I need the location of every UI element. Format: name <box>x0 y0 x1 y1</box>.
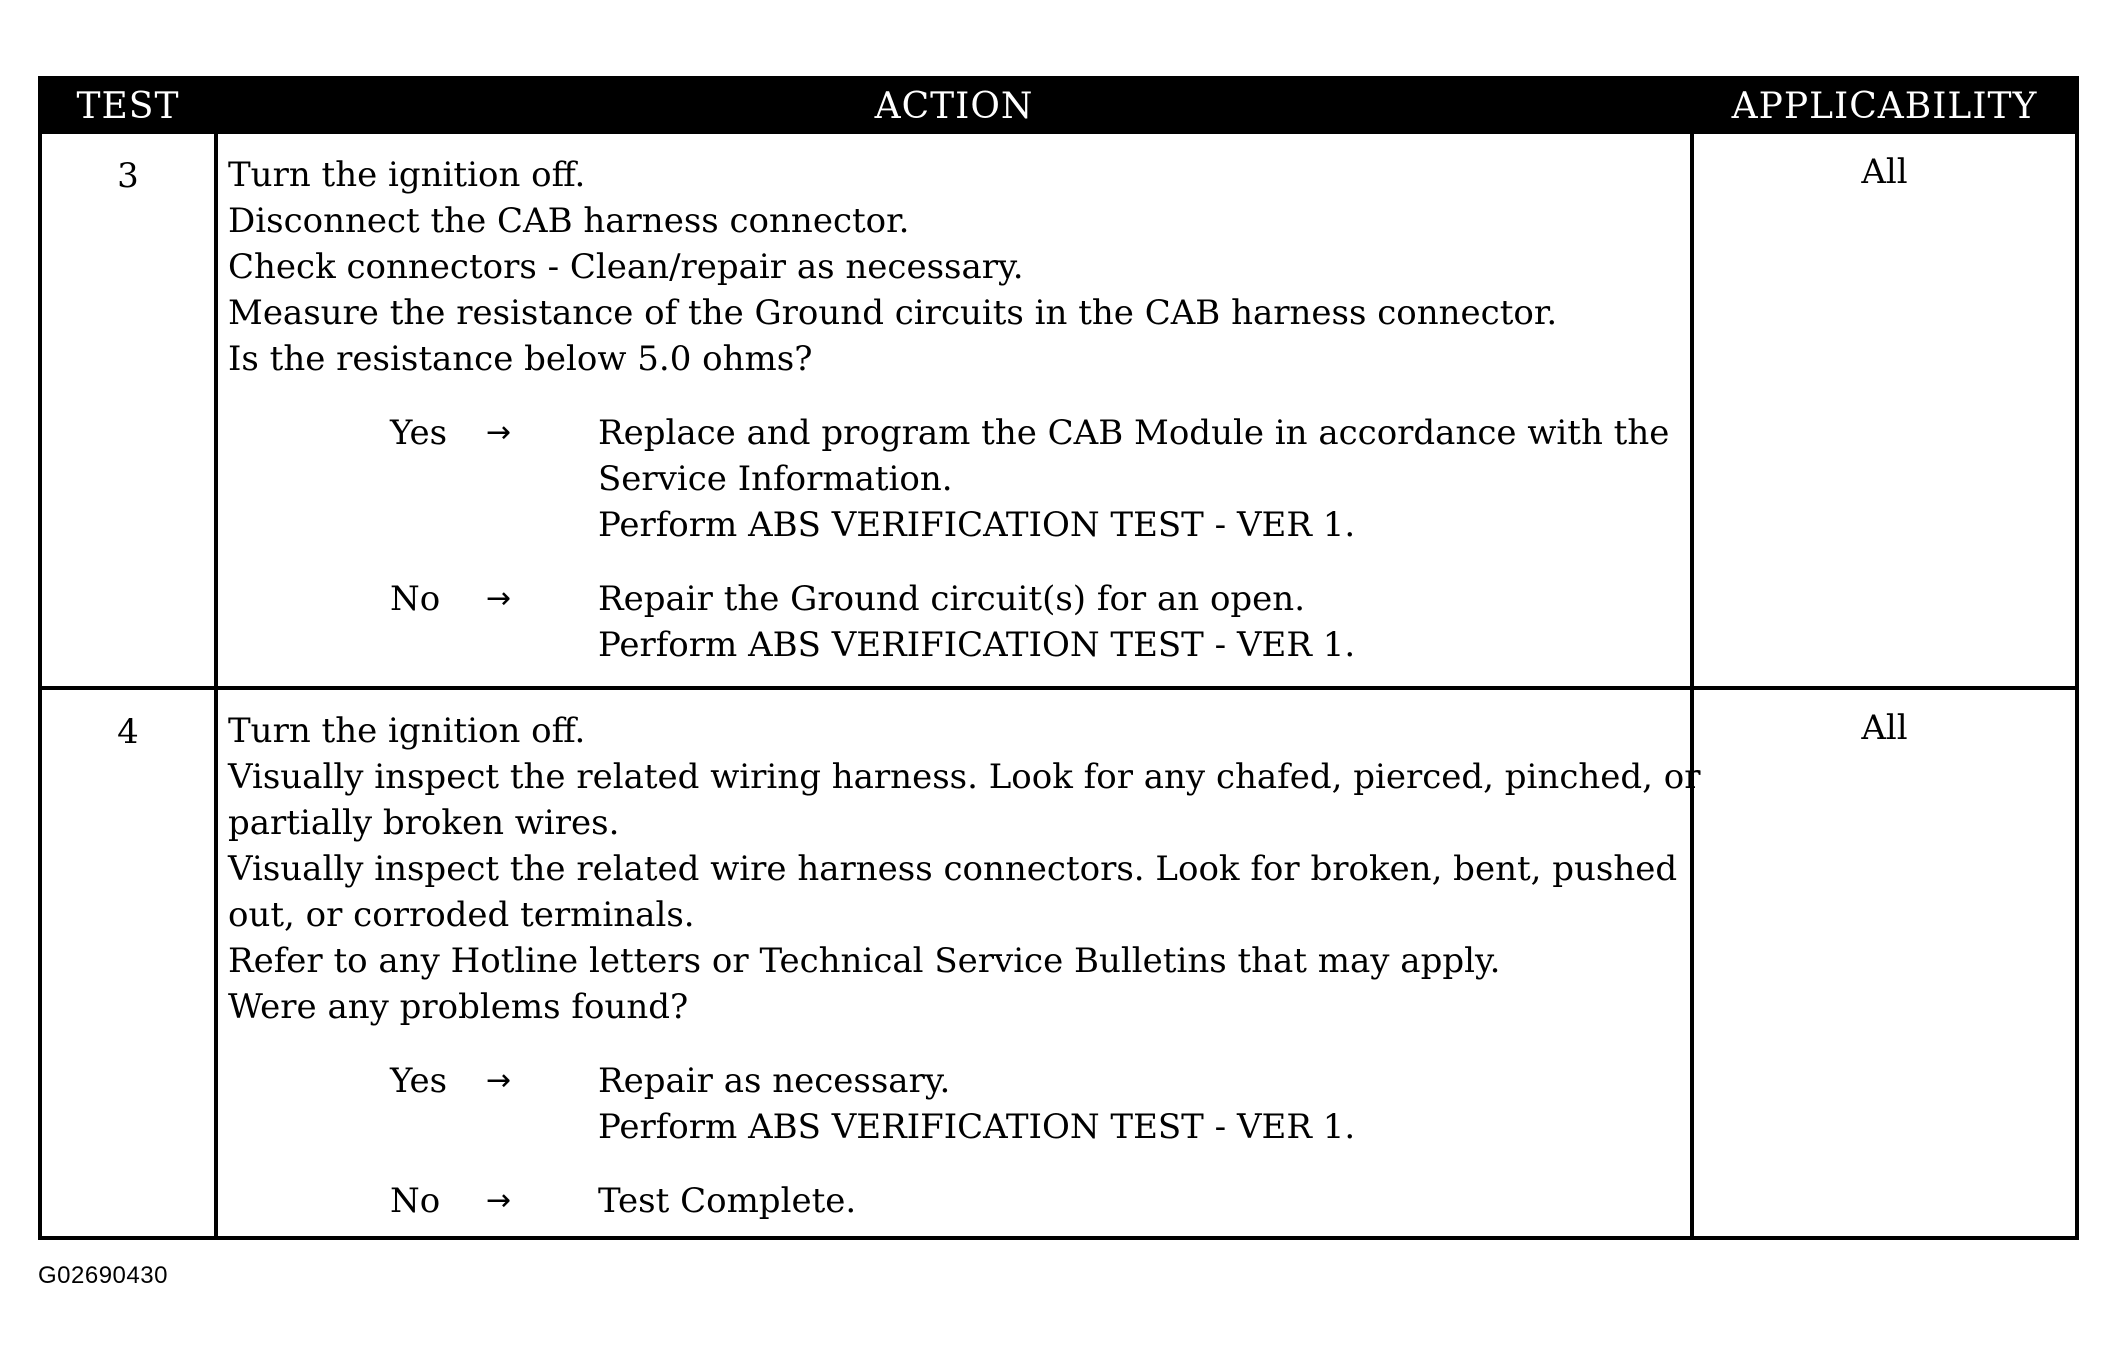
table-header <box>42 80 2075 134</box>
table-row <box>42 690 2075 1240</box>
result-line: Test Complete. <box>598 1181 857 1221</box>
result-line: Service Information. <box>598 459 953 499</box>
yes-result <box>598 1058 1698 1150</box>
no-result <box>598 576 1698 668</box>
test-number: 4 <box>117 712 139 752</box>
result-line: Perform ABS VERIFICATION TEST - VER 1. <box>598 505 1356 545</box>
applicability-value: All <box>1861 708 1908 748</box>
no-result <box>598 1178 1698 1224</box>
no-branch <box>228 1178 1698 1224</box>
right-arrow-icon: → <box>486 1183 512 1218</box>
result-line: Replace and program the CAB Module in accordance with the <box>598 413 1670 453</box>
yes-branch <box>228 1058 1698 1150</box>
header-action: ACTION <box>874 86 1034 127</box>
applicability-value: All <box>1861 152 1908 192</box>
test-number: 3 <box>117 156 139 196</box>
yes-result <box>598 410 1698 548</box>
right-arrow-icon: → <box>486 1063 512 1098</box>
no-branch <box>228 576 1698 668</box>
action-cell <box>228 708 1701 1224</box>
action-step: Refer to any Hotline letters or Technical Service Bulletins that may apply. <box>228 941 1501 981</box>
diagnostic-test-table <box>38 76 2079 1240</box>
action-step: Visually inspect the related wire harness connectors. Look for broken, bent, pushed <box>228 849 1678 889</box>
action-step: Measure the resistance of the Ground circuits in the CAB harness connector. <box>228 293 1558 333</box>
figure-id: G02690430 <box>38 1262 168 1289</box>
yes-label: Yes <box>390 1061 448 1101</box>
action-step: Disconnect the CAB harness connector. <box>228 201 910 241</box>
header-test: TEST <box>76 86 180 127</box>
no-label: No <box>390 579 441 619</box>
action-step: out, or corroded terminals. <box>228 895 695 935</box>
action-step: partially broken wires. <box>228 803 620 843</box>
result-line: Repair the Ground circuit(s) for an open. <box>598 579 1306 619</box>
action-step: Were any problems found? <box>228 987 689 1027</box>
result-line: Perform ABS VERIFICATION TEST - VER 1. <box>598 625 1356 665</box>
header-applicability: APPLICABILITY <box>1731 86 2038 127</box>
right-arrow-icon: → <box>486 581 512 616</box>
yes-label: Yes <box>390 413 448 453</box>
action-step: Turn the ignition off. <box>228 155 586 195</box>
right-arrow-icon: → <box>486 415 512 450</box>
result-line: Repair as necessary. <box>598 1061 951 1101</box>
result-line: Perform ABS VERIFICATION TEST - VER 1. <box>598 1107 1356 1147</box>
action-step: Visually inspect the related wiring harness. Look for any chafed, pierced, pinched, or <box>228 757 1701 797</box>
yes-branch <box>228 410 1698 548</box>
action-step: Turn the ignition off. <box>228 711 586 751</box>
action-cell <box>228 152 1698 668</box>
no-label: No <box>390 1181 441 1221</box>
table-row <box>42 134 2075 686</box>
action-step: Is the resistance below 5.0 ohms? <box>228 339 813 379</box>
action-step: Check connectors - Clean/repair as necessary. <box>228 247 1024 287</box>
